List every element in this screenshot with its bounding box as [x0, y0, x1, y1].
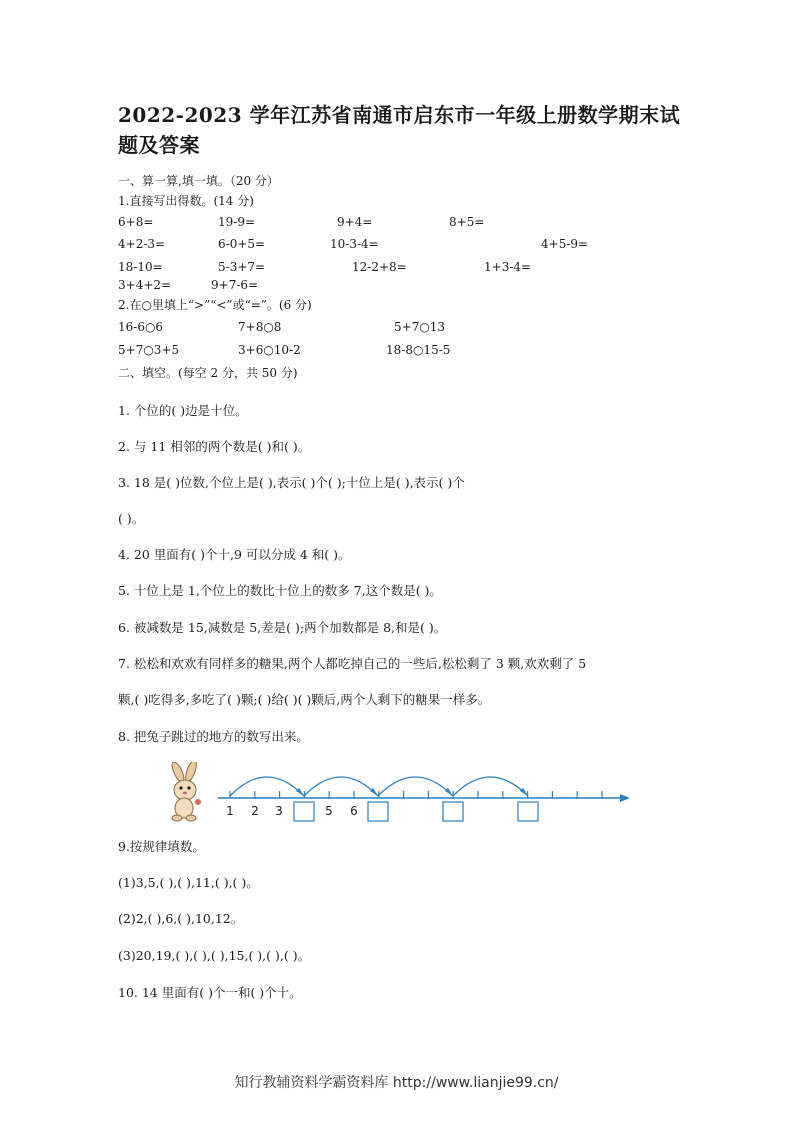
question-10: 10. 14 里面有( )个一和( )个十。 [118, 985, 302, 1000]
number-label: 2 [251, 804, 259, 818]
calc-item: 12-2+8= [352, 260, 407, 274]
question-1: 1. 个位的( )边是十位。 [118, 403, 248, 418]
compare-item: 3+6○10-2 [238, 343, 301, 357]
number-label: 3 [275, 804, 283, 818]
calc-item: 9+7-6= [211, 278, 259, 292]
question-8: 8. 把兔子跳过的地方的数写出来。 [118, 729, 309, 744]
calc-item: 6-0+5= [218, 237, 266, 251]
number-label: 5 [325, 804, 333, 818]
calc-item: 1+3-4= [484, 260, 532, 274]
compare-item: 5+7○3+5 [118, 343, 180, 357]
calc-item: 4+2-3= [118, 237, 166, 251]
calc-item: 5-3+7= [218, 260, 266, 274]
calc-item: 18-10= [118, 260, 163, 274]
question-9-1: (1)3,5,( ),( ),11,( ),( )。 [118, 875, 259, 890]
question-4: 4. 20 里面有( )个十,9 可以分成 4 和( )。 [118, 547, 351, 562]
question-9: 9.按规律填数。 [118, 839, 205, 854]
question-7: 7. 松松和欢欢有同样多的糖果,两个人都吃掉自己的一些后,松松剩了 3 颗,欢欢剩了 5 [118, 656, 587, 671]
number-label: 6 [350, 804, 358, 818]
answer-box[interactable] [518, 802, 538, 821]
question-3-cont: ( )。 [118, 511, 145, 526]
question-9-3: (3)20,19,( ),( ),( ),15,( ),( ),( )。 [118, 948, 311, 963]
calc-item: 19-9= [218, 215, 256, 229]
question-7-cont: 颗,( )吃得多,多吃了( )颗;( )给( )( )颗后,两个人剩下的糖果一样多。 [118, 692, 491, 707]
compare-item: 5+7○13 [394, 320, 446, 334]
question-9-2: (2)2,( ),6,( ),10,12。 [118, 911, 244, 926]
part1-heading: 一、算一算,填一填。（20 分） [118, 174, 279, 188]
calc-item: 3+4+2= [118, 278, 172, 292]
part2-heading: 二、填空。(每空 2 分，共 50 分) [118, 366, 298, 380]
document-title-line1: 2022-2023 学年江苏省南通市启东市一年级上册数学期末试 [118, 103, 681, 127]
calc-item: 8+5= [449, 215, 485, 229]
calc-item: 10-3-4= [330, 237, 379, 251]
rabbit-icon [170, 762, 201, 821]
question-2: 2. 与 11 相邻的两个数是( )和( )。 [118, 439, 311, 454]
compare-item: 18-8○15-5 [386, 343, 451, 357]
document-title-line2: 题及答案 [118, 133, 200, 157]
compare-item: 7+8○8 [238, 320, 282, 334]
compare-item: 16-6○6 [118, 320, 164, 334]
calc-item: 6+8= [118, 215, 154, 229]
rabbit-number-line-figure [160, 762, 640, 830]
number-label: 1 [226, 804, 234, 818]
part1-sub1: 1.直接写出得数。(14 分) [118, 194, 254, 208]
answer-box[interactable] [294, 802, 314, 821]
question-6: 6. 被减数是 15,减数是 5,差是( );两个加数都是 8,和是( )。 [118, 620, 447, 635]
question-3: 3. 18 是( )位数,个位上是( ),表示( )个( );十位上是( ),表示( )个 [118, 475, 465, 490]
answer-box[interactable] [368, 802, 388, 821]
calc-item: 9+4= [337, 215, 373, 229]
answer-box[interactable] [443, 802, 463, 821]
question-5: 5. 十位上是 1,个位上的数比十位上的数多 7,这个数是( )。 [118, 583, 442, 598]
number-line [218, 777, 630, 821]
part1-sub2: 2.在○里填上“>”“<”或“=”。(6 分) [118, 298, 312, 312]
calc-item: 4+5-9= [541, 237, 589, 251]
footer-watermark: 知行教辅资料学霸资料库 http://www.lianjie99.cn/ [234, 1075, 559, 1091]
